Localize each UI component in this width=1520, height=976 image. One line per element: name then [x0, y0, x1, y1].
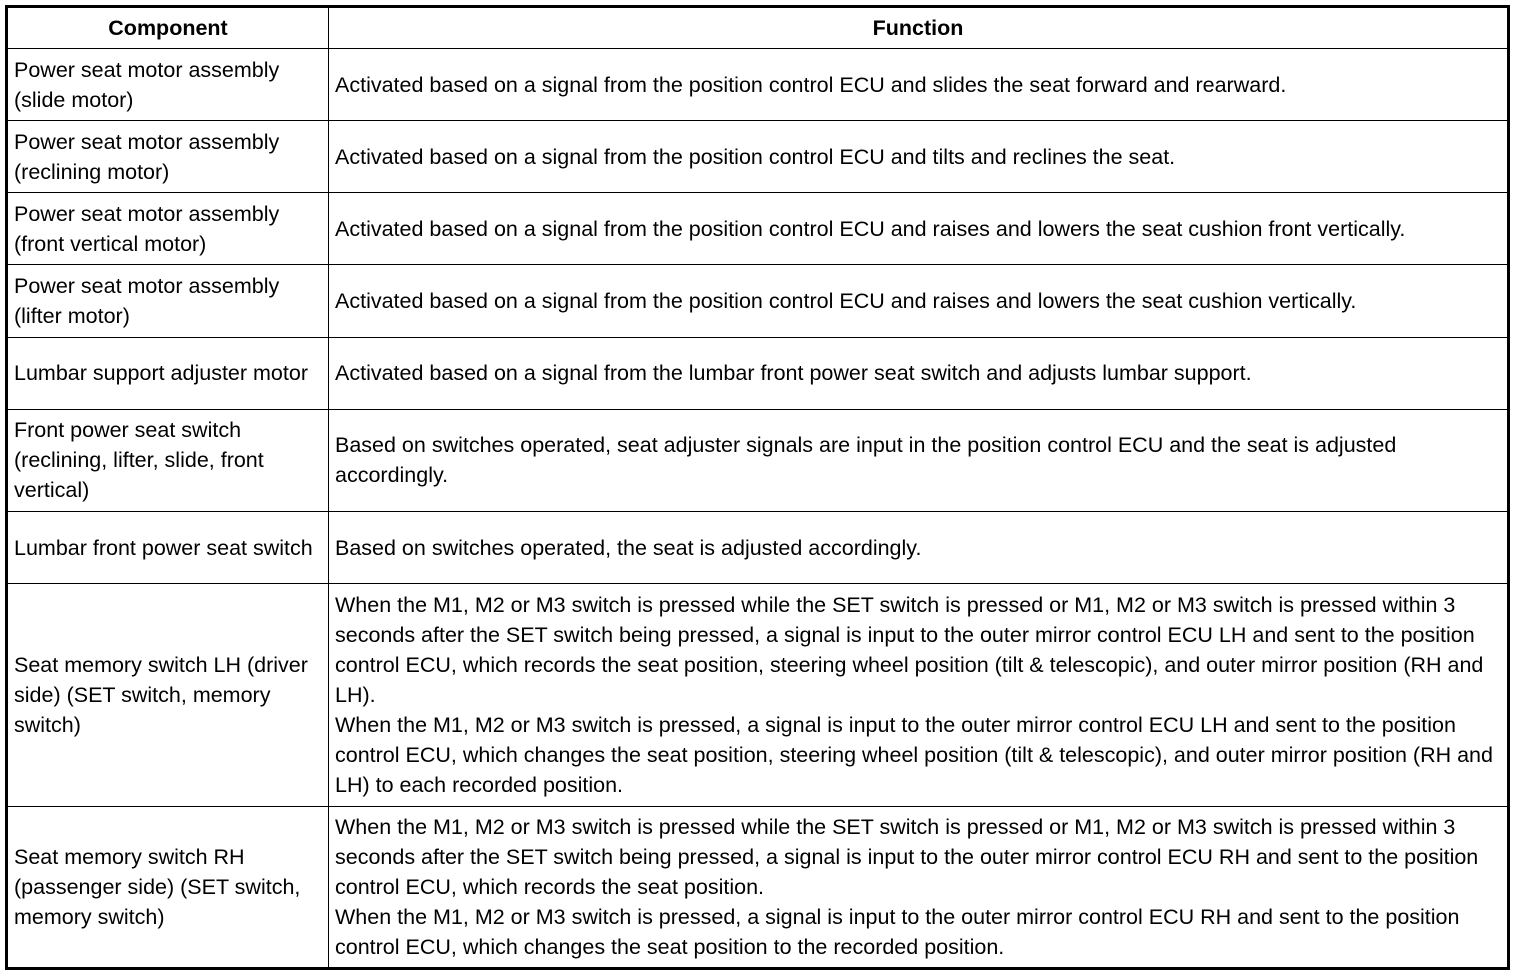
function-text: When the M1, M2 or M3 switch is pressed, a signal is input to the outer mirror control ECU RH and sent to the position control ECU, which changes the seat position to the recorded position.: [335, 904, 1460, 959]
table-row: [7, 337, 1509, 409]
function-text: When the M1, M2 or M3 switch is pressed while the SET switch is pressed or M1, M2 or M3 switch is pressed within 3 seconds after the SET switch being pressed, a signal is input to the outer mirror control ECU RH and sent to the position control ECU, which records the seat position.: [335, 814, 1479, 899]
component-cell: Seat memory switch LH (driver side) (SET switch, memory switch): [7, 584, 329, 806]
function-text: When the M1, M2 or M3 switch is pressed while the SET switch is pressed or M1, M2 or M3 switch is pressed within 3 seconds after the SET switch being pressed, a signal is input to the outer mirror control ECU LH and sent to the position control ECU, which records the seat position, steering wheel position (tilt & telescopic), and outer mirror position (RH and LH).: [335, 592, 1484, 707]
component-cell: Power seat motor assembly (lifter motor): [7, 265, 329, 337]
function-text: Activated based on a signal from the position control ECU and raises and lowers the seat cushion front vertically.: [335, 216, 1406, 241]
component-cell: Power seat motor assembly (reclining motor): [7, 121, 329, 193]
document-page: [5, 5, 1507, 970]
component-cell: Lumbar support adjuster motor: [7, 337, 329, 409]
table-row: [7, 265, 1509, 337]
table-row: [7, 806, 1509, 968]
table-row: [7, 584, 1509, 806]
table-row: [7, 193, 1509, 265]
table-row: [7, 49, 1509, 121]
component-cell: Lumbar front power seat switch: [7, 512, 329, 584]
function-cell: [329, 409, 1509, 511]
function-cell: [329, 121, 1509, 193]
component-cell: Seat memory switch RH (passenger side) (SET switch, memory switch): [7, 806, 329, 968]
function-text: Activated based on a signal from the position control ECU and slides the seat forward and rearward.: [335, 72, 1287, 97]
component-cell: Power seat motor assembly (slide motor): [7, 49, 329, 121]
function-cell: [329, 806, 1509, 968]
function-cell: [329, 193, 1509, 265]
function-cell: [329, 512, 1509, 584]
table-row: [7, 121, 1509, 193]
function-cell: [329, 49, 1509, 121]
function-text: Based on switches operated, the seat is adjusted accordingly.: [335, 535, 922, 560]
function-cell: [329, 584, 1509, 806]
function-column-header: Function: [329, 7, 1509, 49]
component-column-header: Component: [7, 7, 329, 49]
table-row: [7, 512, 1509, 584]
function-text: Activated based on a signal from the lumbar front power seat switch and adjusts lumbar support.: [335, 361, 1252, 386]
function-text: Activated based on a signal from the position control ECU and tilts and reclines the seat.: [335, 144, 1176, 169]
function-text: Based on switches operated, seat adjuster signals are input in the position control ECU and the seat is adjusted accordingly.: [335, 433, 1397, 488]
table-row: [7, 409, 1509, 511]
component-cell: Power seat motor assembly (front vertical motor): [7, 193, 329, 265]
component-cell: Front power seat switch (reclining, lifter, slide, front vertical): [7, 409, 329, 511]
function-text: When the M1, M2 or M3 switch is pressed, a signal is input to the outer mirror control ECU LH and sent to the position control ECU, which changes the seat position, steering wheel position (tilt & telescopic), and outer mirror position (RH and LH) to each recorded position.: [335, 712, 1493, 797]
component-function-table: [5, 5, 1510, 970]
function-cell: [329, 337, 1509, 409]
function-cell: [329, 265, 1509, 337]
function-text: Activated based on a signal from the position control ECU and raises and lowers the seat cushion vertically.: [335, 289, 1357, 314]
table-header-row: [7, 7, 1509, 49]
